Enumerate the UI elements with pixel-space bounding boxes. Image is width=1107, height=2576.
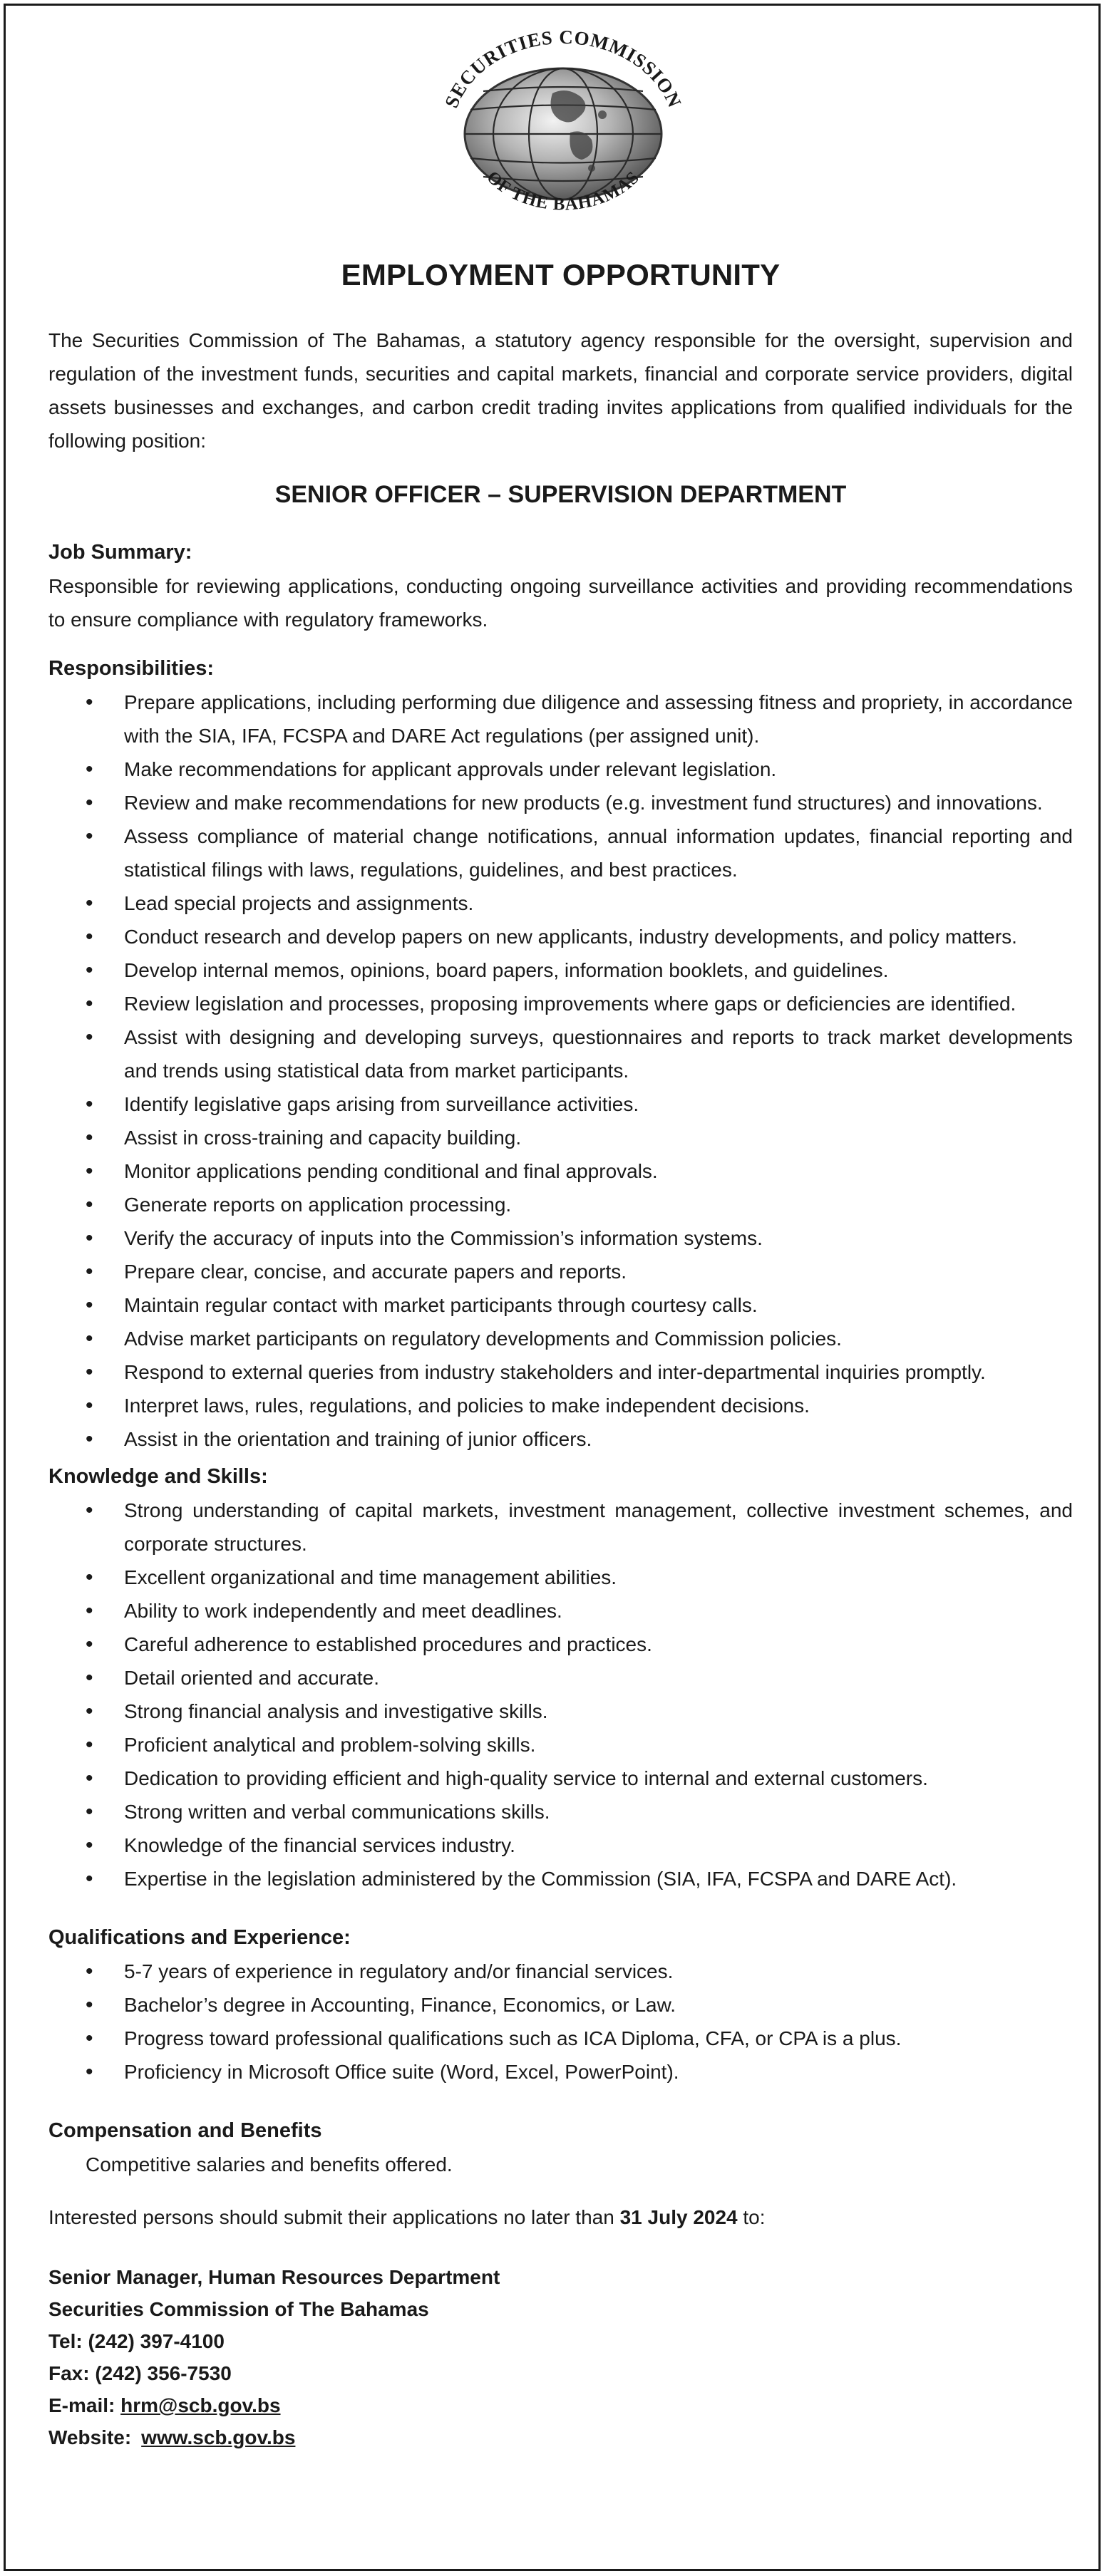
list-item: • Careful adherence to established procedures and practices. [48, 1628, 1073, 1661]
website-link[interactable]: www.scb.gov.bs [141, 2426, 296, 2448]
website-label: Website: [48, 2426, 132, 2448]
list-item: • Verify the accuracy of inputs into the Commission’s information systems. [48, 1221, 1073, 1255]
submission-suffix: to: [737, 2206, 766, 2228]
list-item: • Monitor applications pending conditional and final approvals. [48, 1154, 1073, 1188]
job-summary-text: Responsible for reviewing applications, conducting ongoing surveillance activities and providing recommendations to ensure compliance with regulatory frameworks. [48, 575, 1073, 631]
email-link[interactable]: hrm@scb.gov.bs [120, 2394, 281, 2416]
list-item: • Respond to external queries from industry stakeholders and inter-departmental inquiries promptly. [48, 1355, 1073, 1389]
list-item: • Strong understanding of capital markets, investment management, collective investment schemes, and corporate structures. [48, 1494, 1073, 1561]
contact-email-row [48, 2389, 1073, 2421]
list-item: • Bachelor’s degree in Accounting, Finance, Economics, or Law. [48, 1988, 1073, 2022]
qualifications-heading: Qualifications and Experience: [48, 1926, 351, 1949]
contact-block [48, 2261, 1073, 2453]
list-item: • Lead special projects and assignments. [48, 886, 1073, 920]
list-item: • Make recommendations for applicant approvals under relevant legislation. [48, 752, 1073, 786]
list-item: • Prepare applications, including performing due diligence and assessing fitness and propriety, in accordance with the SIA, IFA, FCSPA and DARE Act regulations (per assigned unit). [48, 686, 1073, 752]
list-item: • Assist in the orientation and training of junior officers. [48, 1422, 1073, 1456]
email-label: E-mail: [48, 2394, 121, 2416]
knowledge-skills-heading: Knowledge and Skills: [48, 1465, 268, 1488]
list-item: • Interpret laws, rules, regulations, and policies to make independent decisions. [48, 1389, 1073, 1422]
contact-fax: Fax: (242) 356-7530 [48, 2362, 232, 2384]
contact-telephone: Tel: (242) 397-4100 [48, 2330, 225, 2352]
job-advertisement [4, 4, 1101, 2571]
submission-prefix: Interested persons should submit their applications no later than [48, 2206, 620, 2228]
contact-website-row [48, 2421, 1073, 2453]
list-item: • Excellent organizational and time management abilities. [48, 1561, 1073, 1594]
list-item: • Detail oriented and accurate. [48, 1661, 1073, 1695]
list-item: • Generate reports on application processing. [48, 1188, 1073, 1221]
list-item: • Conduct research and develop papers on new applicants, industry developments, and policy matters. [48, 920, 1073, 953]
submission-instructions [48, 2200, 1073, 2234]
list-item: • Develop internal memos, opinions, board papers, information booklets, and guidelines. [48, 953, 1073, 987]
list-item: • Advise market participants on regulatory developments and Commission policies. [48, 1322, 1073, 1355]
job-summary-heading: Job Summary: [48, 541, 192, 564]
list-item: • Proficient analytical and problem-solving skills. [48, 1728, 1073, 1762]
page-title: EMPLOYMENT OPPORTUNITY [341, 258, 781, 291]
list-item: • Expertise in the legislation administered by the Commission (SIA, IFA, FCSPA and DARE Act). [48, 1862, 1073, 1895]
responsibilities-heading: Responsibilities: [48, 657, 215, 680]
list-item: • Assess compliance of material change notifications, annual information updates, financial reporting and statistical filings with laws, regulations, guidelines, and best practices. [48, 819, 1073, 886]
list-item: • Prepare clear, concise, and accurate papers and reports. [48, 1255, 1073, 1288]
compensation-heading: Compensation and Benefits [48, 2119, 322, 2142]
contact-title: Senior Manager, Human Resources Department [48, 2266, 500, 2288]
list-item: • Strong financial analysis and investigative skills. [48, 1695, 1073, 1728]
list-item: • Dedication to providing efficient and high-quality service to internal and external customers. [48, 1762, 1073, 1795]
list-item: • Review and make recommendations for new products (e.g. investment fund structures) and innovations. [48, 786, 1073, 819]
list-item: • Progress toward professional qualifications such as ICA Diploma, CFA, or CPA is a plus. [48, 2022, 1073, 2055]
list-item: • Maintain regular contact with market participants through courtesy calls. [48, 1288, 1073, 1322]
ad-content [48, 258, 1073, 2453]
list-item: • Assist with designing and developing surveys, questionnaires and reports to track market developments and trends using statistical data from market participants. [48, 1020, 1073, 1087]
contact-organization: Securities Commission of The Bahamas [48, 2298, 429, 2320]
list-item: • Identify legislative gaps arising from surveillance activities. [48, 1087, 1073, 1121]
logo-arc-bottom-text: OF THE BAHAMAS [483, 167, 644, 214]
list-item: • Ability to work independently and meet deadlines. [48, 1594, 1073, 1628]
intro-paragraph: The Securities Commission of The Bahamas, a statutory agency responsible for the oversight, supervision and regulation of the investment funds, securities and capital markets, financial and corporate service providers, digital assets businesses and exchanges, and carbon credit trading invites applications from qualified individuals for the following position: [48, 329, 1073, 452]
logo-arc-top-text: SECURITIES COMMISSION [440, 26, 686, 111]
compensation-text: Competitive salaries and benefits offered. [86, 2153, 453, 2176]
list-item: • Strong written and verbal communications skills. [48, 1795, 1073, 1828]
knowledge-skills-list [48, 1494, 1073, 1895]
qualifications-list [48, 1955, 1073, 2089]
position-title: SENIOR OFFICER – SUPERVISION DEPARTMENT [274, 481, 847, 508]
securities-commission-logo [421, 26, 706, 232]
list-item: • Proficiency in Microsoft Office suite (Word, Excel, PowerPoint). [48, 2055, 1073, 2089]
list-item: • 5-7 years of experience in regulatory and/or financial services. [48, 1955, 1073, 1988]
submission-deadline: 31 July 2024 [619, 2206, 738, 2228]
list-item: • Knowledge of the financial services industry. [48, 1828, 1073, 1862]
list-item: • Review legislation and processes, proposing improvements where gaps or deficiencies are identified. [48, 987, 1073, 1020]
list-item: • Assist in cross-training and capacity building. [48, 1121, 1073, 1154]
responsibilities-list [48, 686, 1073, 1456]
